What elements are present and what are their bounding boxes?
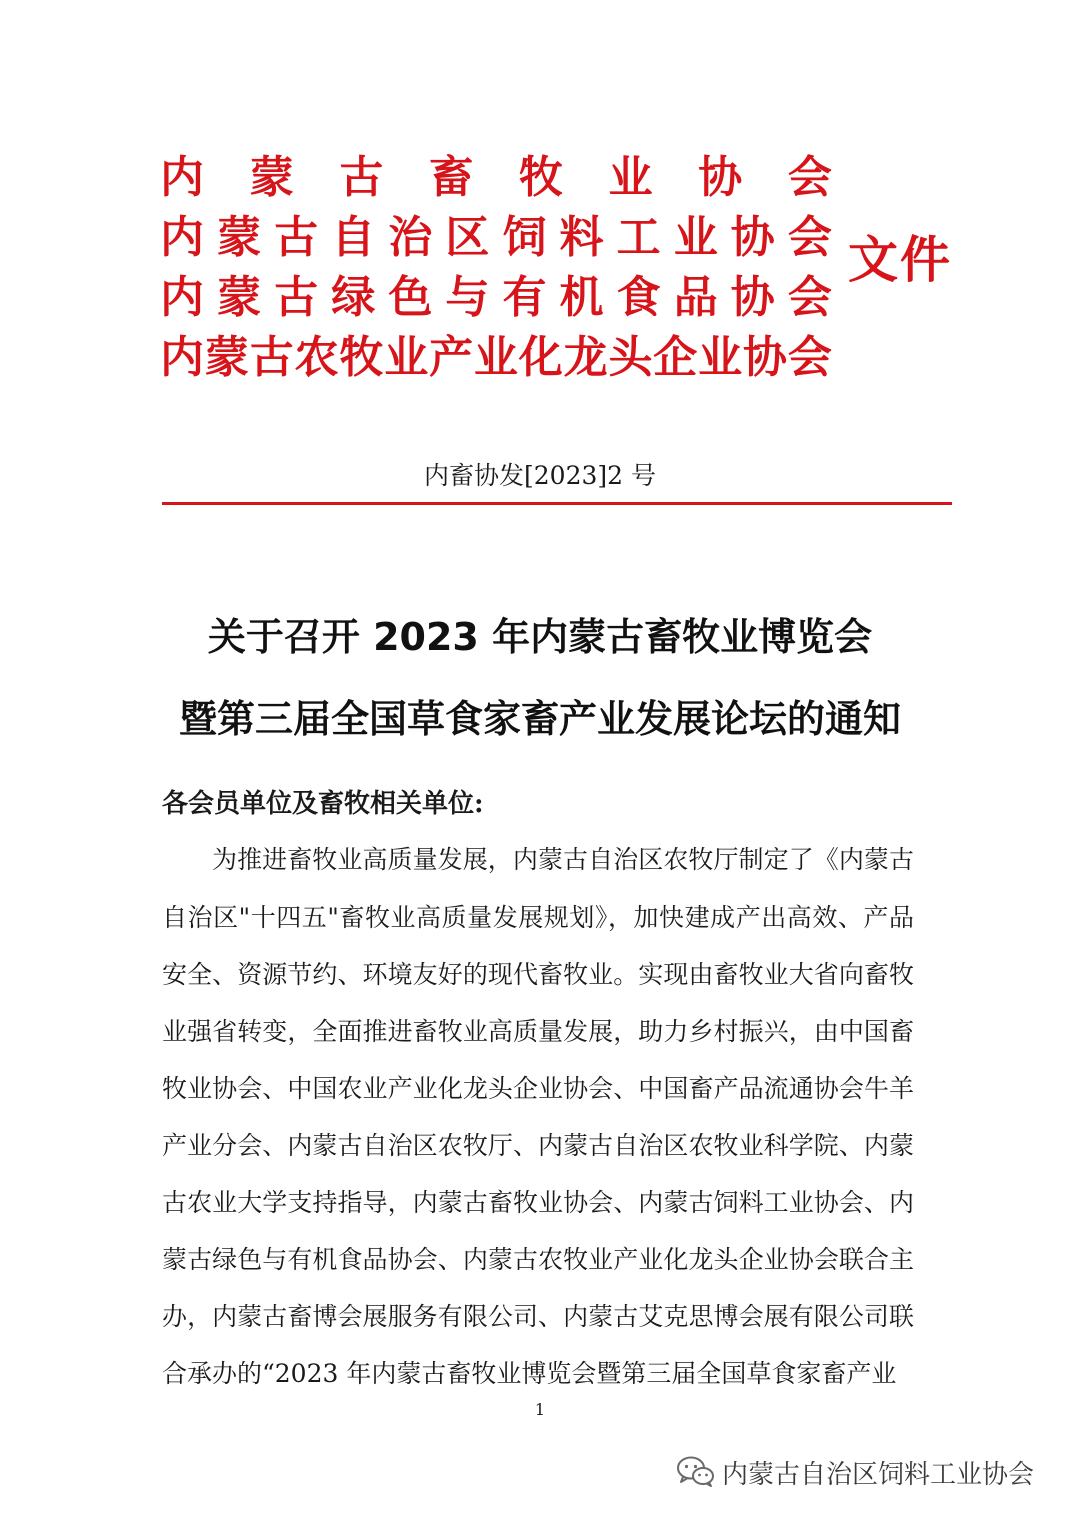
doc-type-label: 文件 (848, 230, 952, 289)
body-text-line: 办，内蒙古畜博会展服务有限公司、内蒙古艾克思博会展有限公司联 (162, 1302, 914, 1331)
org-name-char: 内 (160, 212, 204, 263)
body-text-line: 产业分会、内蒙古自治区农牧厅、内蒙古自治区农牧业科学院、内蒙 (162, 1131, 914, 1160)
org-name-line (160, 268, 832, 328)
salutation: 各会员单位及畜牧相关单位: (162, 789, 484, 819)
body-text-line: 为推进畜牧业高质量发展，内蒙古自治区农牧厅制定了《内蒙古 (212, 845, 914, 874)
org-name-char: 古 (339, 152, 384, 203)
body-text-line: 蒙古绿色与有机食品协会、内蒙古农牧业产业化龙头企业协会联合主 (162, 1245, 914, 1274)
org-name-line (160, 148, 832, 208)
org-name-line (160, 208, 832, 268)
org-name-char: 龙 (563, 332, 608, 383)
org-name-char: 与 (445, 272, 490, 323)
org-name-char: 业 (608, 152, 653, 203)
org-name-char: 企 (653, 332, 698, 383)
page-number: 1 (534, 1400, 546, 1419)
org-name-char: 治 (388, 212, 433, 263)
org-name-char: 品 (673, 272, 718, 323)
notice-title-line-1: 关于召开 2023 年内蒙古畜牧业博览会 (207, 615, 873, 659)
org-name-char: 自 (331, 212, 376, 263)
document-number: 内畜协发[2023]2 号 (424, 461, 656, 490)
notice-title-line-2: 暨第三届全国草食家畜产业发展论坛的通知 (178, 697, 901, 741)
org-name-char: 蒙 (249, 152, 294, 203)
org-name-char: 古 (274, 212, 319, 263)
body-text-line: 古农业大学支持指导，内蒙古畜牧业协会、内蒙古饲料工业协会、内 (162, 1188, 914, 1217)
org-name-char: 工 (616, 212, 661, 263)
wechat-icon (676, 1455, 716, 1489)
org-name-char: 蒙 (204, 332, 249, 383)
body-text-line: 牧业协会、中国农业产业化龙头企业协会、中国畜产品流通协会牛羊 (162, 1074, 914, 1103)
org-name-char: 农 (294, 332, 339, 383)
org-name-char: 饲 (502, 212, 547, 263)
org-name-char: 色 (388, 272, 433, 323)
org-name-char: 绿 (331, 272, 376, 323)
org-name-char: 蒙 (217, 212, 262, 263)
org-name-char: 畜 (429, 152, 474, 203)
org-name-char: 业 (673, 212, 718, 263)
org-name-char: 协 (730, 212, 775, 263)
watermark-text: 内蒙古自治区饲料工业协会 (722, 1459, 1035, 1490)
org-name-char: 食 (616, 272, 661, 323)
org-name-char: 会 (787, 212, 832, 263)
org-name-char: 产 (429, 332, 474, 383)
org-name-char: 料 (559, 212, 604, 263)
org-name-char: 业 (473, 332, 518, 383)
org-name-char: 业 (384, 332, 429, 383)
body-text-line: 自治区"十四五"畜牧业高质量发展规划》，加快建成产出高效、产品 (162, 903, 914, 932)
org-name-char: 古 (249, 332, 294, 383)
org-name-char: 业 (698, 332, 743, 383)
org-name-line (160, 328, 832, 388)
org-name-char: 会 (787, 152, 832, 203)
body-text-line: 合承办的“2023 年内蒙古畜牧业博览会暨第三届全国草食家畜产业 (162, 1359, 897, 1388)
org-name-char: 牧 (518, 152, 563, 203)
org-name-char: 牧 (339, 332, 384, 383)
body-text-line: 业强省转变，全面推进畜牧业高质量发展，助力乡村振兴，由中国畜 (162, 1017, 914, 1046)
org-name-char: 协 (730, 272, 775, 323)
red-divider (162, 502, 952, 505)
letterhead (160, 148, 960, 388)
org-name-char: 协 (698, 152, 743, 203)
org-name-char: 机 (559, 272, 604, 323)
org-name-char: 蒙 (217, 272, 262, 323)
org-name-char: 有 (502, 272, 547, 323)
org-name-char: 会 (787, 332, 832, 383)
wechat-watermark (676, 1452, 1034, 1492)
org-name-char: 内 (160, 332, 204, 383)
body-text-line: 安全、资源节约、环境友好的现代畜牧业。实现由畜牧业大省向畜牧 (162, 960, 914, 989)
org-name-char: 内 (160, 272, 204, 323)
org-name-char: 头 (608, 332, 653, 383)
org-name-char: 化 (518, 332, 563, 383)
org-name-char: 区 (445, 212, 490, 263)
org-name-char: 会 (787, 272, 832, 323)
org-name-char: 协 (742, 332, 787, 383)
org-name-char: 内 (160, 152, 204, 203)
org-name-char: 古 (274, 272, 319, 323)
